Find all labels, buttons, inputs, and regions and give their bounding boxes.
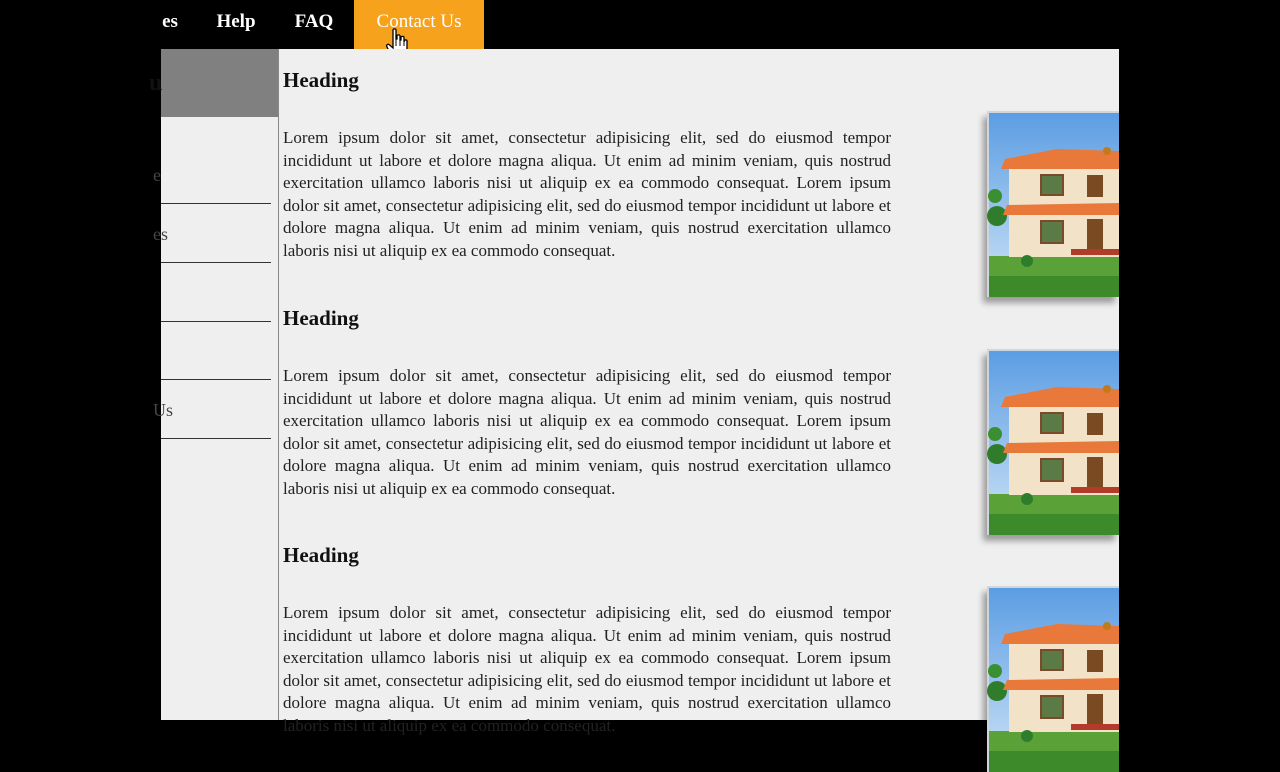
sidebar-item[interactable] (153, 204, 271, 263)
section-heading: Heading (283, 306, 359, 330)
sidebar-item-label: e (153, 165, 161, 185)
sidebar-item-label: Us (153, 400, 174, 420)
section-text: Lorem ipsum dolor sit amet, consectetur adipisicing elit, sed do eiusmod tempor incididunt ut labore et dolore magna aliqua. Ut enim ad minim veniam, quis nostrud exercitation ullamco laboris nisi ut aliquip ex ea commodo consequat. Lorem ipsum dolor sit amet, consectetur adipisicing elit, sed do eiusmod tempor incididunt ut labore et dolore magna aliqua. Ut enim ad minim veniam, quis nostrud exercitation ullamco laboris nisi ut aliquip ex ea commodo consequat. (283, 603, 891, 735)
top-nav (0, 0, 1280, 49)
sidebar-menu (149, 49, 279, 720)
house-image (987, 349, 1119, 535)
section-text: Lorem ipsum dolor sit amet, consectetur adipisicing elit, sed do eiusmod tempor incididunt ut labore et dolore magna aliqua. Ut enim ad minim veniam, quis nostrud exercitation ullamco laboris nisi ut aliquip ex ea commodo consequat. Lorem ipsum dolor sit amet, consectetur adipisicing elit, sed do eiusmod tempor incididunt ut labore et dolore magna aliqua. Ut enim ad minim veniam, quis nostrud exercitation ullamco laboris nisi ut aliquip ex ea commodo consequat. (283, 366, 891, 498)
house-image (987, 111, 1119, 297)
sidebar-item[interactable] (161, 263, 271, 322)
nav-item-contact-us[interactable]: Contact Us (354, 0, 484, 49)
sidebar-title: u (161, 49, 278, 117)
sidebar-item-label: es (153, 224, 168, 244)
sidebar-item[interactable] (161, 321, 271, 380)
nav-item-help[interactable]: Help (216, 11, 256, 32)
section-heading: Heading (283, 543, 359, 567)
sidebar-item[interactable] (153, 145, 271, 204)
nav-item-faq[interactable]: FAQ (294, 11, 334, 32)
nav-item-partial[interactable]: es (162, 11, 178, 32)
sidebar-item-contact-us[interactable] (153, 380, 271, 439)
section-heading: Heading (283, 68, 359, 92)
page-body (149, 49, 1119, 735)
house-image (987, 586, 1119, 772)
section-text: Lorem ipsum dolor sit amet, consectetur adipisicing elit, sed do eiusmod tempor incididunt ut labore et dolore magna aliqua. Ut enim ad minim veniam, quis nostrud exercitation ullamco laboris nisi ut aliquip ex ea commodo consequat. Lorem ipsum dolor sit amet, consectetur adipisicing elit, sed do eiusmod tempor incididunt ut labore et dolore magna aliqua. Ut enim ad minim veniam, quis nostrud exercitation ullamco laboris nisi ut aliquip ex ea commodo consequat. (283, 128, 891, 260)
